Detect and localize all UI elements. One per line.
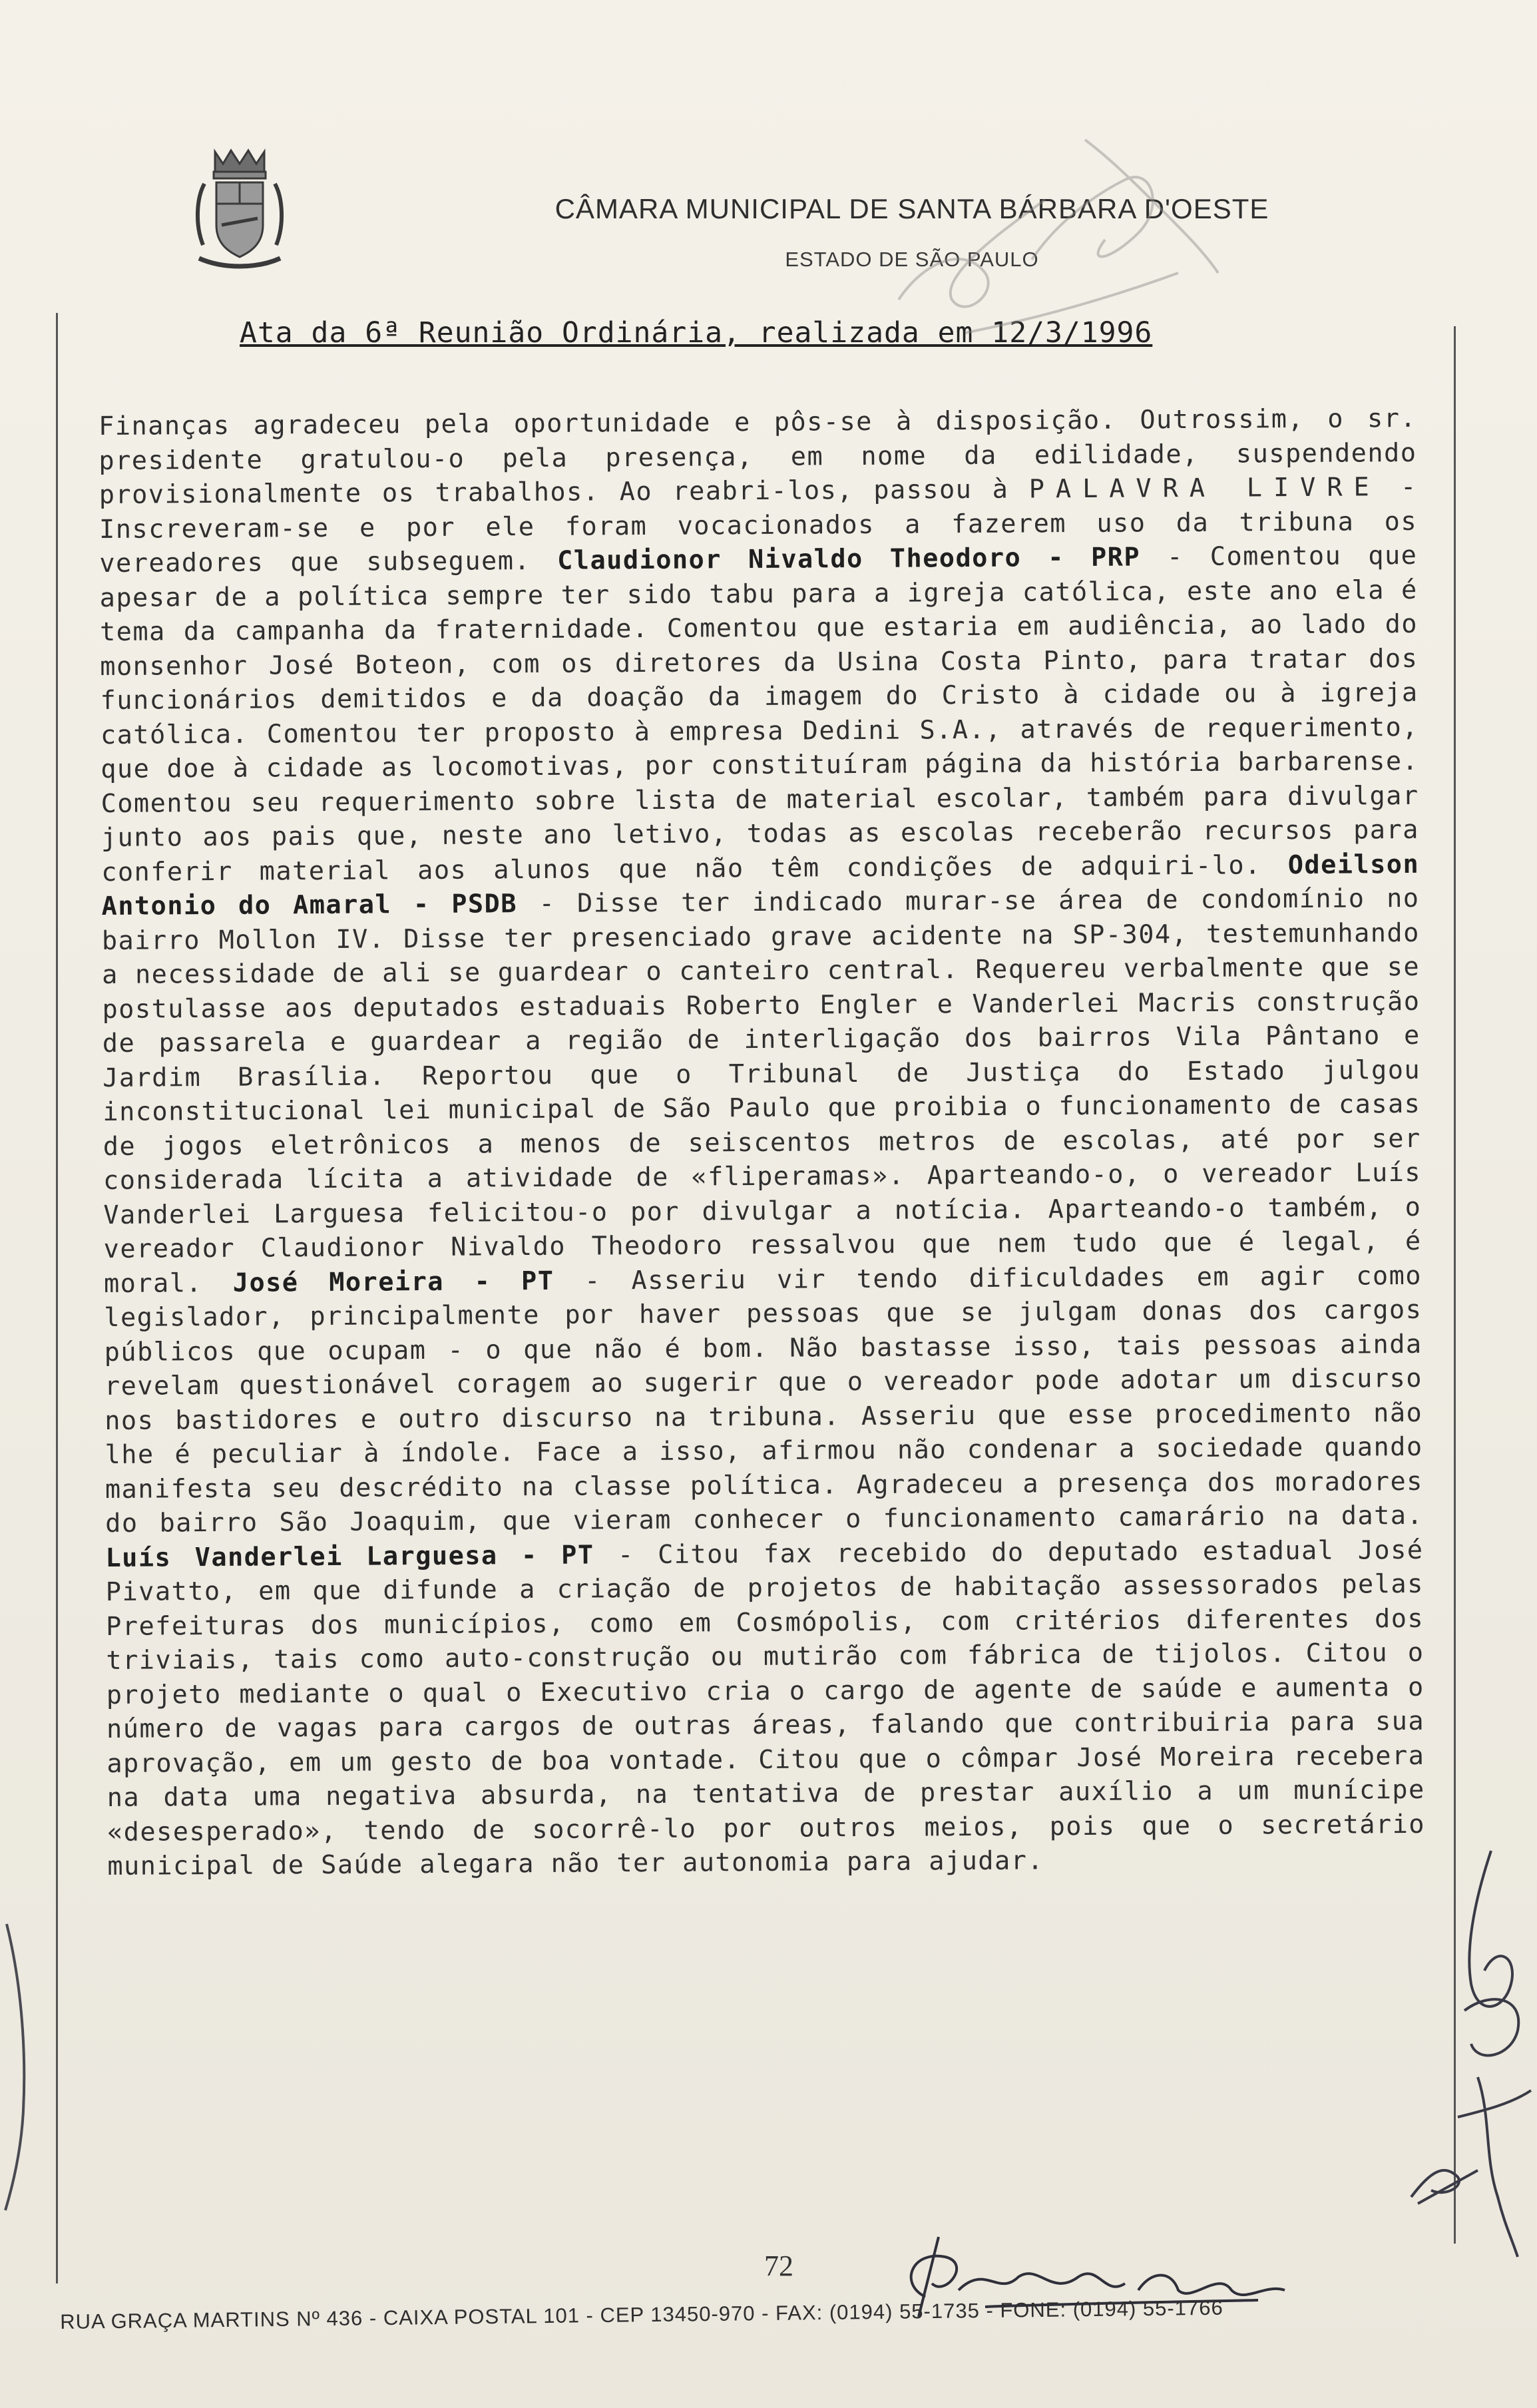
- speech-jose-moreira: - Asseriu vir tendo dificuldades em agir como legislador, principalmente por haver pessoas que se julgam donas dos cargos públicos que ocupam - o que não é bom. Não bastasse isso, tais pessoas ainda revelam questionável coragem ao sugerir que o vereador pode adotar um discurso nos bastidores e outro discurso na tribuna. Asseriu que esse procedimento não lhe é peculiar à índole. Face a isso, afirmou não condenar a sociedade quando manifesta seu descrédito na classe política. Agradeceu a presença dos moradores do bairro São Joaquim, que vieram conhecer o funcionamento camarário na data.: [104, 1260, 1424, 1539]
- speech-luis-larguesa: - Citou fax recebido do deputado estadual José Pivatto, em que difunde a criação de projetos de habitação assessorados pelas Prefeituras dos municípios, como em Cosmópolis, com critérios diferentes dos triviais, tais como auto-construção ou mutirão com fábrica de tijolos. Citou o projeto mediante o qual o Executivo cria o cargo de agente de saúde e aumenta o número de vagas para cargos de outras áreas, falando que contribuiria para sua aprovação, em um gesto de boa vontade. Citou que o cômpar José Moreira recebera na data uma negativa absurda, na tentativa de prestar auxílio a um munícipe «desesperado», tendo de socorrê-lo por outros meios, pois que o secretário municipal de Saúde alegara não ter autonomia para ajudar.: [105, 1535, 1426, 1881]
- speaker-luis-larguesa: Luís Vanderlei Larguesa - PT: [105, 1539, 594, 1573]
- page-number: 72: [764, 2250, 793, 2282]
- initials-mark: [1405, 2157, 1484, 2210]
- speaker-claudionor: Claudionor Nivaldo Theodoro - PRP: [557, 542, 1141, 576]
- chamber-name: CÂMARA MUNICIPAL DE SANTA BÁRBARA D'OESTE: [554, 193, 1269, 224]
- faint-signature-top: [885, 100, 1231, 353]
- footer-address: RUA GRAÇA MARTINS Nº 436 - CAIXA POSTAL 101 - CEP 13450-970 - FAX: (0194) 55-1735 - FONE: (0194) 55-1766: [60, 2295, 1223, 2333]
- speaker-odeilson: Odeilson Antonio do Amaral - PSDB: [101, 849, 1420, 921]
- speech-odeilson: - Disse ter indicado murar-se área de condomínio no bairro Mollon IV. Disse ter presenciado grave acidente na SP-304, testemunhando a necessidade de ali se guardear o canteiro central. Requereu verbalmente que se postulasse aos deputados estaduais Roberto Engler e Vanderlei Macris construção de passarela e guardear a região de interligação dos bairros Vila Pântano e Jardim Brasília. Reportou que o Tribunal de Justiça do Estado julgou inconstitucional lei municipal de São Paulo que proibia o funcionamento de casas de jogos eletrônicos a menos de seiscentos metros de escolas, até por ser considerada lícita a atividade de «fliperamas». Aparteando-o, o vereador Luís Vanderlei Larguesa felicitou-o por divulgar a notícia. Aparteando-o também, o vereador Claudionor Nivaldo Theodoro ressalvou que nem tudo que é legal, é moral.: [101, 883, 1422, 1299]
- palavra-livre-heading: PALAVRA LIVRE: [1028, 472, 1381, 505]
- minutes-body: [99, 401, 1425, 1884]
- body-intro: Finanças agradeceu pela oportunidade e pôs-se à disposição. Outrossim, o sr. presidente gratulou-o pela presença, em nome da edilidade, suspendendo provisionalmente os trabalhos. Ao reabri-los, passou à: [99, 403, 1417, 510]
- speaker-jose-moreira: José Moreira - PT: [232, 1266, 554, 1298]
- state-name: ESTADO DE SÃO PAULO: [785, 248, 1039, 271]
- speech-claudionor: - Comentou que apesar de a política sempre ter sido tabu para a igreja católica, este ano ela é tema da campanha da fraternidade. Comentou que estaria em audiência, ao lado do monsenhor José Boteon, com os diretores da Usina Costa Pinto, para tratar dos funcionários demitidos e da doação da imagem do Cristo à cidade ou à igreja católica. Comentou ter proposto à empresa Dedini S.A., através de requerimento, que doe à cidade as locomotivas, por constituíram página da história barbarense. Comentou seu requerimento sobre lista de material escolar, também para divulgar junto aos pais que, neste ano letivo, todas as escolas receberão recursos para conferir material aos alunos que não têm condições de adquiri-lo.: [99, 540, 1420, 887]
- left-margin-signature: [0, 1897, 60, 2217]
- minutes-title: Ata da 6ª Reunião Ordinária, realizada em 12/3/1996: [240, 316, 1153, 350]
- body-intro-continued: - Inscreveram-se e por ele foram vocacionados a fazerem uso da tribuna os vereadores que subseguem.: [99, 471, 1418, 579]
